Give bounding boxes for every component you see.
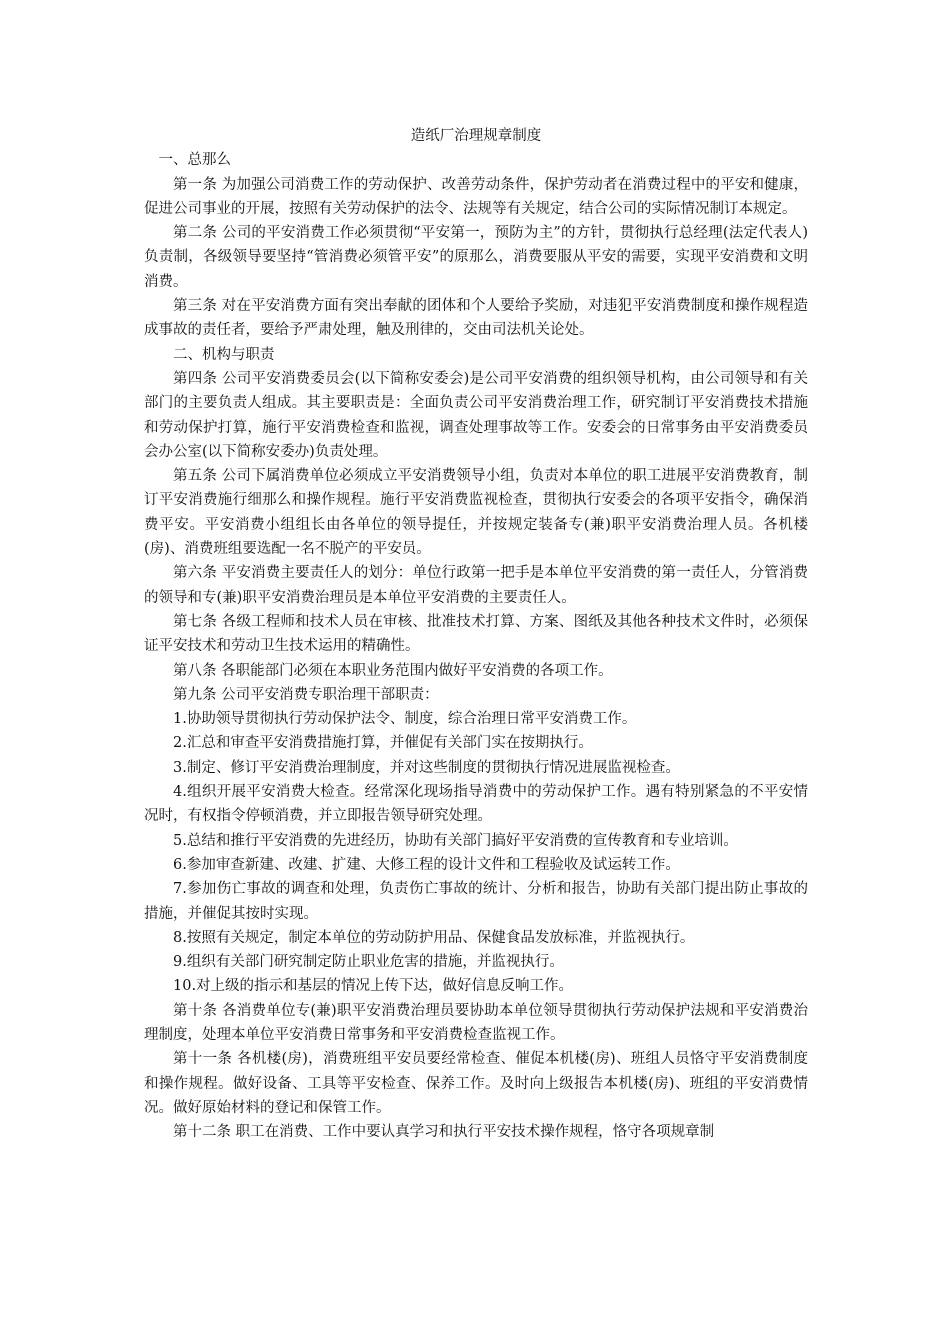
list-item: 1.协助领导贯彻执行劳动保护法令、制度，综合治理日常平安消费工作。	[173, 711, 637, 728]
paragraph: 第十条 各消费单位专(兼)职平安消费治理员要协助本单位领导贯彻执行劳动保护法规和平安消费治理制度，处理本单位平安消费日常事务和平安消费检查监视工作。	[144, 1002, 808, 1043]
list-item: 5.总结和推行平安消费的先进经历，协助有关部门搞好平安消费的宣传教育和专业培训。	[173, 832, 738, 849]
paragraph: 第一条 为加强公司消费工作的劳动保护、改善劳动条件，保护劳动者在消费过程中的平安和健康，促进公司事业的开展，按照有关劳动保护的法令、法规等有关规定，结合公司的实际情况制订本规定。	[144, 176, 808, 217]
paragraph: 第九条 公司平安消费专职治理干部职责：	[173, 686, 439, 703]
list-item: 7.参加伤亡事故的调查和处理，负责伤亡事故的统计、分析和报告，协助有关部门提出防止事故的措施，并催促其按时实现。	[144, 881, 808, 922]
list-item: 10.对上级的指示和基层的情况上传下达，做好信息反响工作。	[173, 978, 574, 995]
section-organization	[144, 343, 808, 1145]
list-item: 3.制定、修订平安消费治理制度，并对这些制度的贯彻执行情况进展监视检查。	[173, 759, 680, 776]
list-item: 4.组织开展平安消费大检查。经常深化现场指导消费中的劳动保护工作。遇有特别紧急的不平安情况时，有权指令停顿消费，并立即报告领导研究处理。	[144, 784, 808, 825]
paragraph: 第八条 各职能部门必须在本职业务范围内做好平安消费的各项工作。	[173, 662, 613, 679]
list-item: 6.参加审查新建、改建、扩建、大修工程的设计文件和工程验收及试运转工作。	[173, 856, 680, 873]
paragraph: 第六条 平安消费主要责任人的划分：单位行政第一把手是本单位平安消费的第一责任人，分管消费的领导和专(兼)职平安消费治理员是本单位平安消费的主要责任人。	[144, 565, 808, 606]
document-title: 造纸厂治理规章制度	[410, 128, 542, 144]
paragraph: 第十一条 各机楼(房)，消费班组平安员要经常检查、催促本机楼(房)、班组人员恪守平安消费制度和操作规程。做好设备、工具等平安检查、保养工作。及时向上级报告本机楼(房)、班组的平安消费情况。做好原始材料的登记和保管工作。	[144, 1051, 808, 1116]
paragraph: 第二条 公司的平安消费工作必须贯彻“平安第一，预防为主”的方针，贯彻执行总经理(法定代表人)负责制，各级领导要坚持“管消费必须管平安”的原那么，消费要服从平安的需要，实现平安消费和文明消费。	[144, 225, 808, 290]
section-heading: 二、机构与职责	[173, 346, 275, 363]
paragraph: 第三条 对在平安消费方面有突出奉献的团体和个人要给予奖励，对违犯平安消费制度和操作规程造成事故的责任者，要给予严肃处理，触及刑律的，交由司法机关论处。	[144, 298, 808, 339]
section-general	[144, 148, 808, 342]
paragraph: 第四条 公司平安消费委员会(以下简称安委会)是公司平安消费的组织领导机构，由公司领导和有关部门的主要负责人组成。其主要职责是：全面负责公司平安消费治理工作，研究制订平安消费技术措施和劳动保护打算，施行平安消费检查和监视，调查处理事故等工作。安委会的日常事务由平安消费委员会办公室(以下简称安委办)负责处理。	[144, 370, 808, 460]
list-item: 2.汇总和审查平安消费措施打算，并催促有关部门实在按期执行。	[173, 735, 593, 752]
paragraph: 第五条 公司下属消费单位必须成立平安消费领导小组，负责对本单位的职工进展平安消费教育，制订平安消费施行细那么和操作规程。施行平安消费监视检查，贯彻执行安委会的各项平安指令，确保消费平安。平安消费小组组长由各单位的领导提任，并按规定装备专(兼)职平安消费治理人员。各机楼(房)、消费班组要选配一名不脱产的平安员。	[144, 468, 808, 558]
section-heading: 一、总那么	[158, 152, 231, 169]
list-item: 8.按照有关规定，制定本单位的劳动防护用品、保健食品发放标准，并监视执行。	[173, 929, 695, 946]
paragraph: 第十二条 职工在消费、工作中要认真学习和执行平安技术操作规程，恪守各项规章制	[173, 1124, 715, 1141]
paragraph: 第七条 各级工程师和技术人员在审核、批准技术打算、方案、图纸及其他各种技术文件时，必须保证平安技术和劳动卫生技术运用的精确性。	[144, 613, 808, 655]
document-body	[144, 124, 808, 1144]
list-item: 9.组织有关部门研究制定防止职业危害的措施，并监视执行。	[173, 954, 564, 971]
